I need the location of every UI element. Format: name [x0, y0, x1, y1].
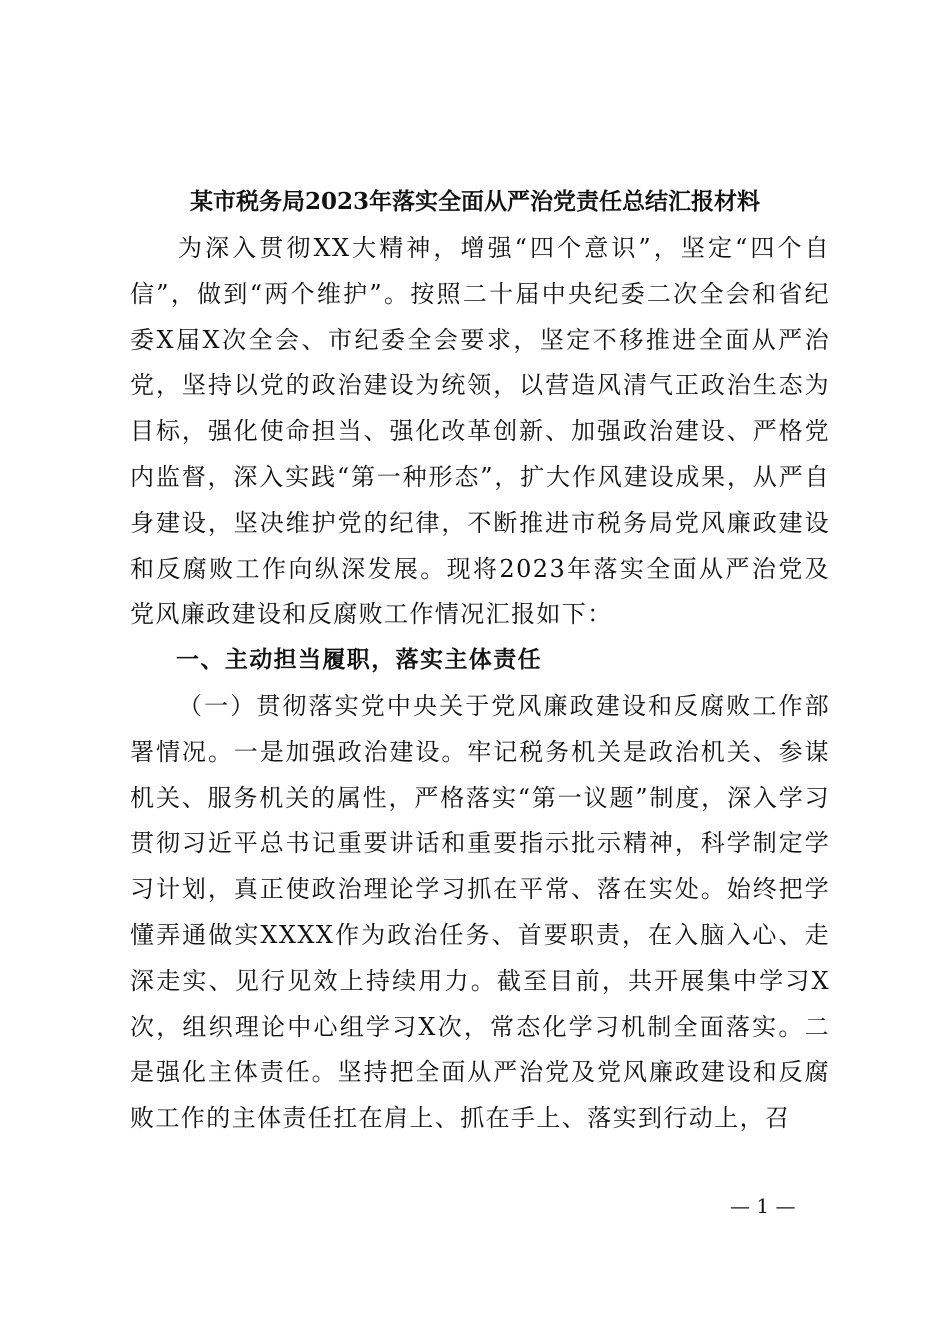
page-number: — 1 —: [730, 1194, 796, 1218]
document-body: [130, 226, 830, 1142]
document-title: 某市税务局2023年落实全面从严治党责任总结汇报材料: [189, 188, 760, 215]
intro-paragraph: 为深入贯彻XX大精神，增强“四个意识”，坚定“四个自信”，做到“两个维护”。按照二十届中央纪委二次全会和省纪委X届X次全会、市纪委全会要求，坚定不移推进全面从严治党，坚持以党的政治建设为统领，以营造风清气正政治生态为目标，强化使命担当、强化改革创新、加强政治建设、严格党内监督，深入实践“第一种形态”，扩大作风建设成果，从严自身建设，坚决维护党的纪律，不断推进市税务局党风廉政建设和反腐败工作向纵深发展。现将2023年落实全面从严治党及党风廉政建设和反腐败工作情况汇报如下：: [130, 234, 830, 629]
section-heading-1: 一、主动担当履职，落实主体责任: [176, 647, 542, 674]
section-1-paragraph-1: （一）贯彻落实党中央关于党风廉政建设和反腐败工作部署情况。一是加强政治建设。牢记税务机关是政治机关、参谋机关、服务机关的属性，严格落实“第一议题”制度，深入学习贯彻习近平总书记重要讲话和重要指示批示精神，科学制定学习计划，真正使政治理论学习抓在平常、落在实处。始终把学懂弄通做实XXXX作为政治任务、首要职责，在入脑入心、走深走实、见行见效上持续用力。截至目前，共开展集中学习X次，组织理论中心组学习X次，常态化学习机制全面落实。二是强化主体责任。坚持把全面从严治党及党风廉政建设和反腐败工作的主体责任扛在肩上、抓在手上、落实到行动上，召: [130, 691, 830, 1133]
